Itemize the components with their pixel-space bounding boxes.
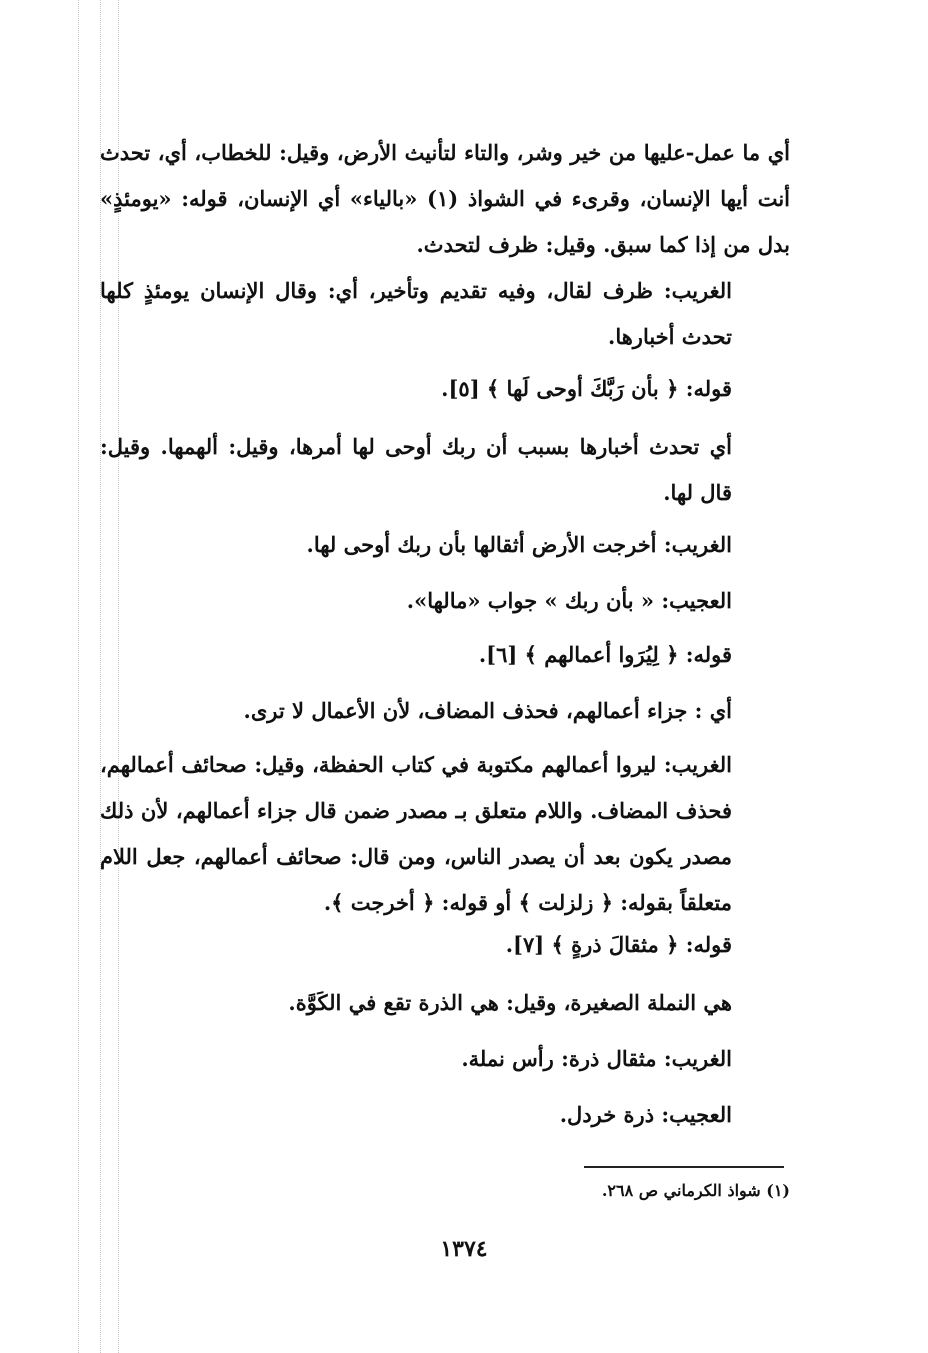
paragraph-text: أي : جزاء أعمالهم، فحذف المضاف، لأن الأعمال لا ترى. xyxy=(243,698,732,723)
paragraph-text: العجيب: « بأن ربك » جواب «مالها». xyxy=(406,588,732,613)
footnote: (١) شواذ الكرماني ص ٢٦٨. xyxy=(601,1181,790,1200)
paragraph-text: أي تحدث أخبارها بسبب أن ربك أوحى لها أمرها، وقيل: ألهمها. وقيل: قال لها. xyxy=(100,434,732,505)
body-paragraph xyxy=(100,1036,790,1082)
paragraph-text: قوله: ﴿ لِيُرَوا أعمالهم ﴾ [٦]. xyxy=(478,642,732,667)
paragraph-text: هي النملة الصغيرة، وقيل: هي الذرة تقع في الكَوَّة. xyxy=(288,990,732,1015)
paragraph-text: قوله: ﴿ مثقالَ ذرةٍ ﴾ [٧]. xyxy=(505,932,732,957)
quran-verse-heading xyxy=(100,366,790,412)
paragraph-text: الغريب: ليروا أعمالهم مكتوبة في كتاب الحفظة، وقيل: صحائف أعمالهم، فحذف المضاف. واللام متعلق بـ مصدر ضمن قال جزاء أعمالهم، لأن ذلك مصدر يكون بعد أن يصدر الناس، ومن قال: صحائف أعمالهم، جعل اللام متعلقاً بقوله: ﴿ زلزلت ﴾ أو قوله: ﴿ أخرجت ﴾. xyxy=(100,752,732,915)
paragraph-text: الغريب: ظرف لقال، وفيه تقديم وتأخير، أي: وقال الإنسان يومئذٍ كلها تحدث أخبارها. xyxy=(100,278,732,349)
quran-verse-heading xyxy=(100,922,790,968)
body-paragraph xyxy=(100,742,790,926)
body-paragraph xyxy=(100,980,790,1026)
paragraph-text: أي ما عمل-عليها من خير وشر، والتاء لتأنيث الأرض، وقيل: للخطاب، أي، تحدث أنت أيها الإنسان، وقرىء في الشواذ (١) «بالياء» أي الإنسان، قوله: «يومئذٍ» بدل من إذا كما سبق. وقيل: ظرف لتحدث. xyxy=(100,140,790,257)
paragraph-text: العجيب: ذرة خردل. xyxy=(559,1102,732,1127)
page-number: ١٣٧٤ xyxy=(440,1236,488,1262)
body-paragraph xyxy=(100,688,790,734)
scan-margin-line xyxy=(78,0,79,1353)
footnote-divider xyxy=(584,1166,784,1168)
body-paragraph xyxy=(100,130,790,268)
body-paragraph xyxy=(100,268,790,360)
paragraph-text: الغريب: مثقال ذرة: رأس نملة. xyxy=(461,1046,732,1071)
body-paragraph xyxy=(100,578,790,624)
quran-verse-heading xyxy=(100,632,790,678)
body-paragraph xyxy=(100,1092,790,1138)
paragraph-text: الغريب: أخرجت الأرض أثقالها بأن ربك أوحى لها. xyxy=(306,532,732,557)
paragraph-text: قوله: ﴿ بأن رَبَّكَ أوحى لَها ﴾ [٥]. xyxy=(441,376,732,401)
body-paragraph xyxy=(100,522,790,568)
body-paragraph xyxy=(100,424,790,516)
